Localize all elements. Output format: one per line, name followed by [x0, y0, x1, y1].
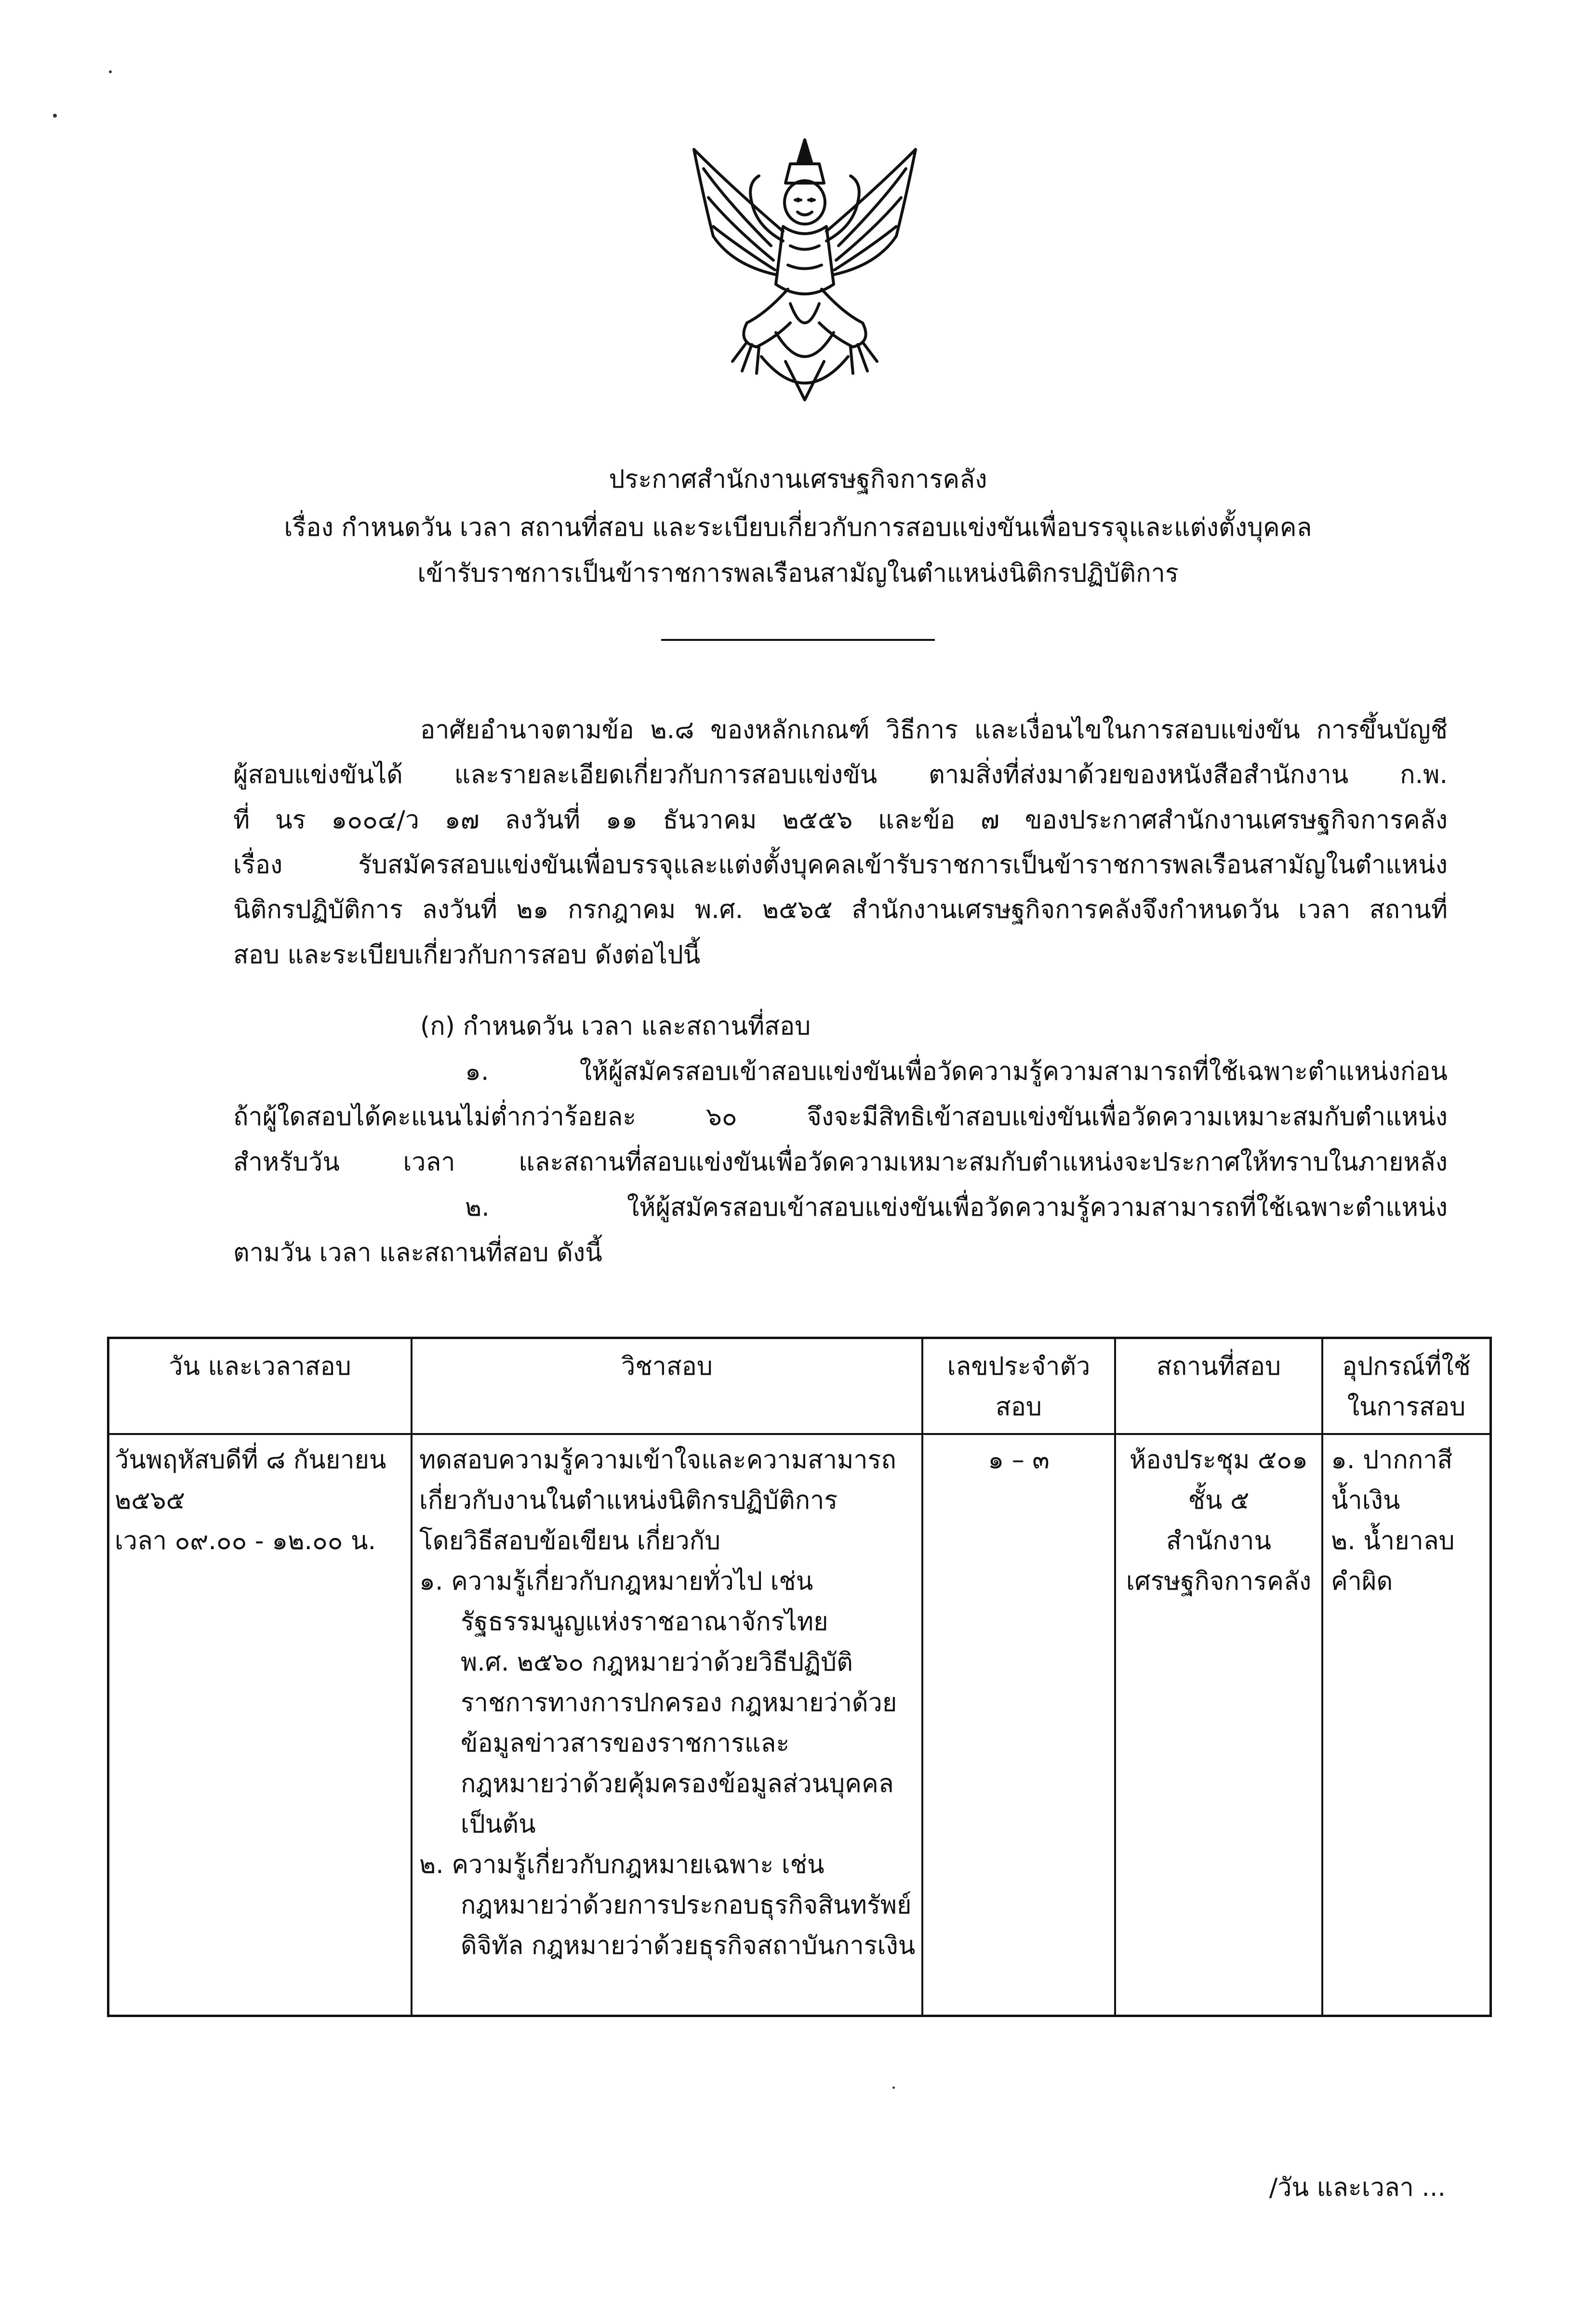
table-border — [107, 1337, 1492, 1339]
announcement-title: ประกาศสำนักงานเศรษฐกิจการคลัง — [609, 465, 987, 494]
garuda-emblem-icon — [675, 130, 935, 410]
intro-line: เรื่อง รับสมัครสอบแข่งขันเพื่อบรรจุและแต่งตั้งบุคคลเข้ารับราชการเป็นข้าราชการพลเรือนสามัญในตำแหน่ง — [233, 850, 1448, 879]
subject-line: กฎหมายว่าด้วยการประกอบธุรกิจสินทรัพย์ — [461, 1891, 912, 1920]
equipment-item: ๑. ปากกาสี — [1331, 1446, 1453, 1474]
title-divider — [661, 639, 935, 641]
subject-line-2: เข้ารับราชการเป็นข้าราชการพลเรือนสามัญในตำแหน่งนิติกรปฏิบัติการ — [417, 559, 1179, 588]
subject-line-1: เรื่อง กำหนดวัน เวลา สถานที่สอบ และระเบียบเกี่ยวกับการสอบแข่งขันเพื่อบรรจุและแต่งตั้งบุคคล — [284, 513, 1312, 542]
subject-line: กฎหมายว่าด้วยคุ้มครองข้อมูลส่วนบุคคล — [461, 1769, 894, 1798]
scan-speck — [109, 70, 112, 73]
exam-date: วันพฤหัสบดีที่ ๘ กันยายน — [115, 1446, 386, 1474]
intro-line: ที่ นร ๑๐๐๔/ว ๑๗ ลงวันที่ ๑๑ ธันวาคม ๒๕๕๖ และข้อ ๗ ของประกาศสำนักงานเศรษฐกิจการคลัง — [233, 806, 1448, 835]
subject-line: เป็นต้น — [461, 1810, 536, 1839]
subject-line: โดยวิธีสอบข้อเขียน เกี่ยวกับ — [419, 1527, 721, 1555]
table-column-divider — [1321, 1337, 1323, 2017]
table-border — [107, 2015, 1492, 2017]
item-1-line: สำหรับวัน เวลา และสถานที่สอบแข่งขันเพื่อวัดความเหมาะสมกับตำแหน่งจะประกาศให้ทราบในภายหลัง — [233, 1148, 1448, 1177]
table-column-divider — [411, 1337, 412, 2017]
header-exam-id: เลขประจำตัว — [947, 1352, 1091, 1381]
subject-line: ๒. ความรู้เกี่ยวกับกฎหมายเฉพาะ เช่น — [419, 1850, 825, 1879]
exam-id-range: ๑ – ๓ — [988, 1446, 1050, 1474]
item-1-line: ถ้าผู้ใดสอบได้คะแนนไม่ต่ำกว่าร้อยละ ๖๐ จึงจะมีสิทธิเข้าสอบแข่งขันเพื่อวัดความเหมาะสมกับตำแหน่ง — [233, 1102, 1448, 1131]
table-border — [107, 1337, 109, 2017]
subject-line: รัฐธรรมนูญแห่งราชอาณาจักรไทย — [461, 1607, 828, 1636]
intro-line: นิติกรปฏิบัติการ ลงวันที่ ๒๑ กรกฎาคม พ.ศ. ๒๕๖๕ สำนักงานเศรษฐกิจการคลังจึงกำหนดวัน เวลา สถานที่ — [233, 895, 1448, 924]
table-header-divider — [107, 1433, 1492, 1435]
subject-line: พ.ศ. ๒๕๖๐ กฎหมายว่าด้วยวิธีปฏิบัติ — [461, 1648, 853, 1677]
exam-schedule-table — [107, 1337, 1492, 2017]
exam-place: สำนักงาน — [1166, 1527, 1272, 1555]
exam-place: เศรษฐกิจการคลัง — [1126, 1567, 1312, 1596]
subject-line: ข้อมูลข่าวสารของราชการและ — [461, 1729, 790, 1758]
intro-line: สอบ และระเบียบเกี่ยวกับการสอบ ดังต่อไปนี้ — [233, 941, 701, 970]
equipment-item: น้ำเงิน — [1331, 1486, 1400, 1515]
header-place: สถานที่สอบ — [1156, 1352, 1281, 1381]
subject-line: ราชการทางการปกครอง กฎหมายว่าด้วย — [461, 1688, 897, 1717]
subject-line: ทดสอบความรู้ความเข้าใจและความสามารถ — [419, 1446, 896, 1474]
subject-line: ดิจิทัล กฎหมายว่าด้วยธุรกิจสถาบันการเงิน — [461, 1931, 916, 1960]
header-equipment: ในการสอบ — [1347, 1393, 1466, 1421]
table-border — [1490, 1337, 1492, 2017]
scan-speck — [53, 114, 57, 118]
subject-line: ๑. ความรู้เกี่ยวกับกฎหมายทั่วไป เช่น — [419, 1567, 813, 1596]
item-2-line: ตามวัน เวลา และสถานที่สอบ ดังนี้ — [233, 1238, 602, 1267]
header-date: วัน และเวลาสอบ — [169, 1352, 351, 1381]
intro-line: ผู้สอบแข่งขันได้ และรายละเอียดเกี่ยวกับการสอบแข่งขัน ตามสิ่งที่ส่งมาด้วยของหนังสือสำนักงาน ก.พ. — [233, 760, 1448, 789]
header-exam-id: สอบ — [996, 1393, 1042, 1421]
equipment-item: ๒. น้ำยาลบ — [1331, 1527, 1455, 1555]
page-continuation: /วัน และเวลา ... — [1269, 2173, 1446, 2202]
item-2-line: ๒. ให้ผู้สมัครสอบเข้าสอบแข่งขันเพื่อวัดความรู้ความสามารถที่ใช้เฉพาะตำแหน่ง — [465, 1193, 1448, 1222]
header-subject: วิชาสอบ — [621, 1352, 713, 1381]
scan-speck — [892, 2086, 895, 2089]
exam-place: ชั้น ๕ — [1188, 1486, 1250, 1515]
exam-place: ห้องประชุม ๕๐๑ — [1130, 1446, 1308, 1474]
exam-date: ๒๕๖๕ — [115, 1486, 185, 1515]
intro-line: อาศัยอำนาจตามข้อ ๒.๘ ของหลักเกณฑ์ วิธีการ และเงื่อนไขในการสอบแข่งขัน การขึ้นบัญชี — [420, 716, 1448, 744]
header-equipment: อุปกรณ์ที่ใช้ — [1342, 1352, 1471, 1381]
subject-line: เกี่ยวกับงานในตำแหน่งนิติกรปฏิบัติการ — [419, 1486, 838, 1515]
section-a-heading: (ก) กำหนดวัน เวลา และสถานที่สอบ — [420, 1012, 811, 1041]
table-column-divider — [921, 1337, 923, 2017]
table-column-divider — [1114, 1337, 1116, 2017]
item-1-line: ๑. ให้ผู้สมัครสอบเข้าสอบแข่งขันเพื่อวัดความรู้ความสามารถที่ใช้เฉพาะตำแหน่งก่อน — [465, 1057, 1448, 1086]
equipment-item: คำผิด — [1331, 1567, 1393, 1596]
exam-time: เวลา ๐๙.๐๐ - ๑๒.๐๐ น. — [115, 1527, 376, 1555]
